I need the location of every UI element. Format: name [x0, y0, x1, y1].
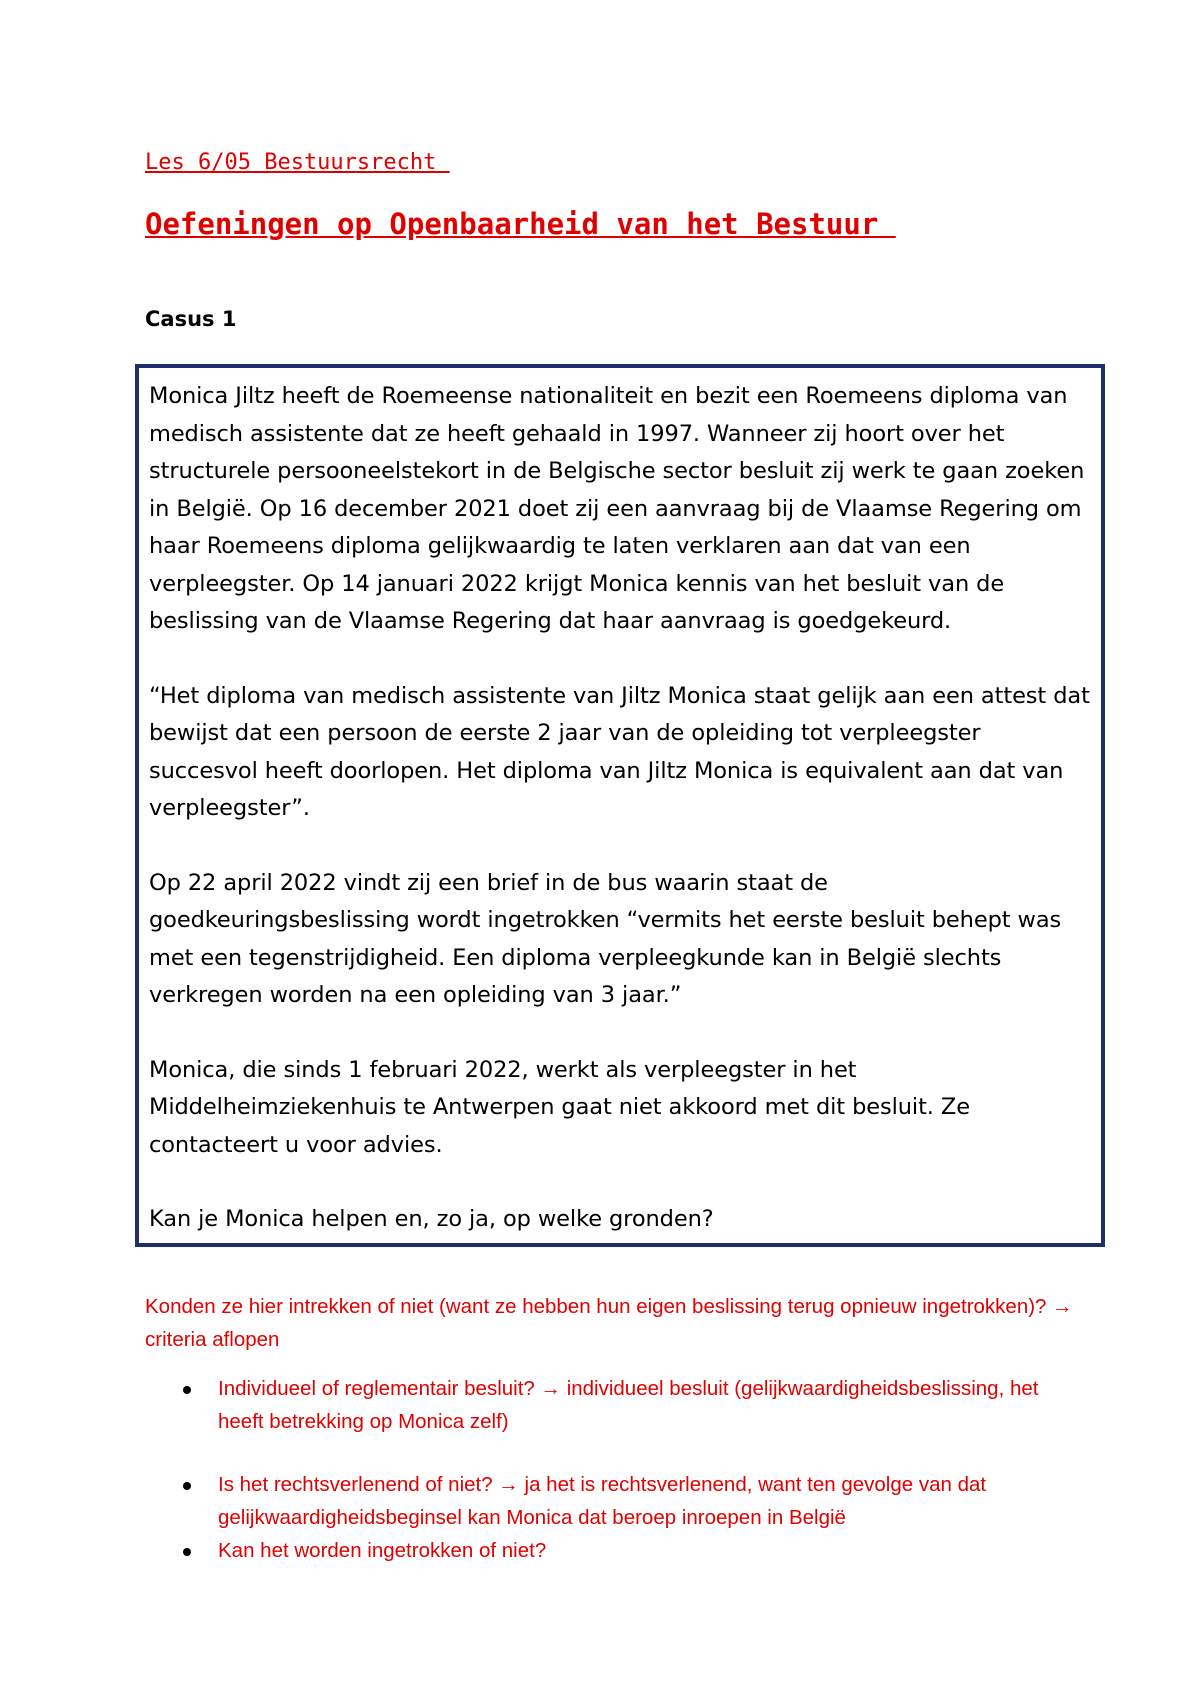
- case-paragraph: Op 22 april 2022 vindt zij een brief in de bus waarin staat de goedkeuringsbeslissing wordt ingetrokken “vermits het eerste besluit behept was met een tegenstrijdigheid. Een diploma verpleegkunde kan in België slechts verkregen worden na een opleiding van 3 jaar.”: [149, 869, 1062, 1008]
- answer-intro: Konden ze hier intrekken of niet (want ze hebben hun eigen beslissing terug opnieuw ingetrokken)? → criteria aflopen: [145, 1295, 1073, 1351]
- case-box: [135, 364, 1105, 1247]
- case-paragraph: Monica, die sinds 1 februari 2022, werkt als verpleegster in het Middelheimziekenhuis te Antwerpen gaat niet akkoord met dit besluit. Ze contacteert u voor advies.: [149, 1056, 970, 1158]
- case-label: Casus 1: [145, 307, 237, 331]
- list-item-text: Kan het worden ingetrokken of niet?: [218, 1539, 547, 1562]
- lesson-heading: Les 6/05 Bestuursrecht: [145, 150, 450, 175]
- bullet-icon: [183, 1386, 191, 1394]
- document-title: Oefeningen op Openbaarheid van het Bestuur: [145, 207, 896, 241]
- bullet-icon: [183, 1482, 191, 1490]
- case-question: Kan je Monica helpen en, zo ja, op welke gronden?: [149, 1206, 714, 1232]
- case-paragraph: Monica Jiltz heeft de Roemeense nationaliteit en bezit een Roemeens diploma van medisch assistente dat ze heeft gehaald in 1997. Wanneer zij hoort over het structurele persooneelstekort in de Belgische sector besluit zij werk te gaan zoeken in België. Op 16 december 2021 doet zij een aanvraag bij de Vlaamse Regering om haar Roemeens diploma gelijkwaardig te laten verklaren aan dat van een verpleegster. Op 14 januari 2022 krijgt Monica kennis van het besluit van de beslissing van de Vlaamse Regering dat haar aanvraag is goedgekeurd.: [149, 383, 1085, 634]
- list-item-text: Individueel of reglementair besluit? → individueel besluit (gelijkwaardigheidsbeslissing, het heeft betrekking op Monica zelf): [218, 1377, 1039, 1433]
- criteria-list: [145, 1372, 1075, 1567]
- case-paragraph: “Het diploma van medisch assistente van Jiltz Monica staat gelijk aan een attest dat bewijst dat een persoon de eerste 2 jaar van de opleiding tot verpleegster succesvol heeft doorlopen. Het diploma van Jiltz Monica is equivalent aan dat van verpleegster”.: [149, 682, 1090, 821]
- list-item: [145, 1534, 1075, 1567]
- list-item-text: Is het rechtsverlenend of niet? → ja het is rechtsverlenend, want ten gevolge van dat gelijkwaardigheidsbeginsel kan Monica dat beroep inroepen in België: [218, 1473, 987, 1529]
- list-item: [145, 1468, 1075, 1534]
- answer-section: [145, 1290, 1075, 1567]
- bullet-icon: [183, 1548, 191, 1556]
- list-item: [145, 1372, 1075, 1438]
